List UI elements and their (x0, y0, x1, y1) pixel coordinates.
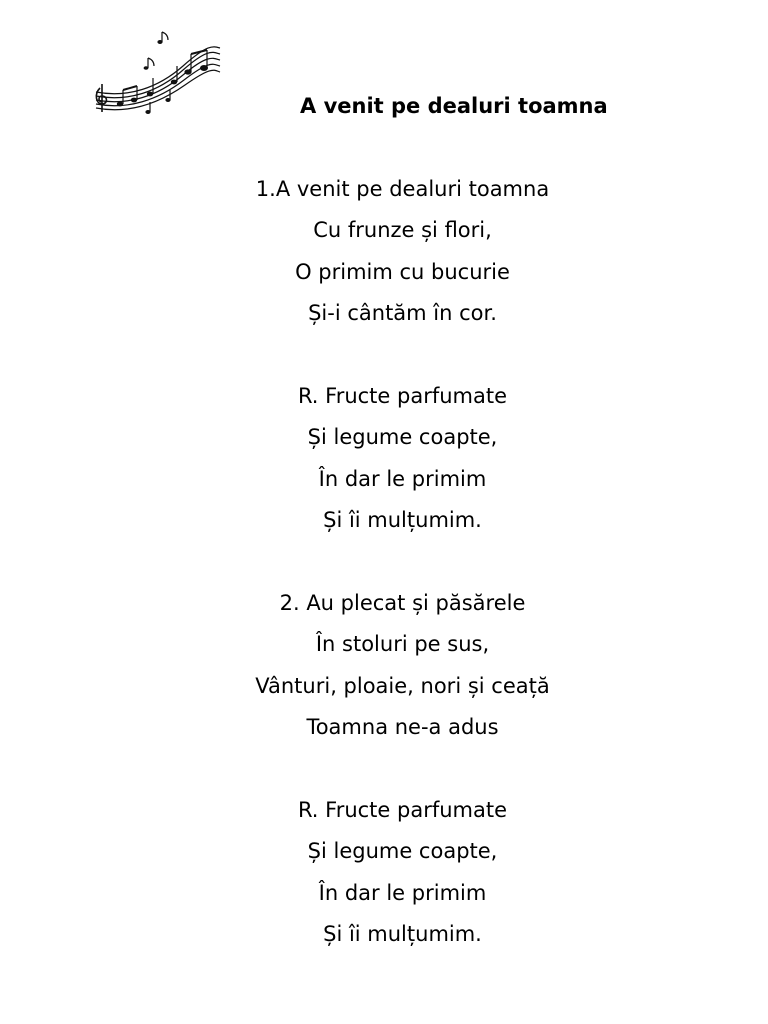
page-title: A venit pe dealuri toamna (300, 94, 608, 118)
verse-1-line-2: Cu frunze și flori, (313, 218, 492, 242)
verse-1-line-3: O primim cu bucurie (295, 260, 510, 284)
refrain-1-line-4: Și îi mulțumim. (323, 508, 482, 532)
verse-1-line-1: 1.A venit pe dealuri toamna (255, 177, 550, 201)
refrain-2-line-3: În dar le primim (318, 881, 487, 905)
verse-2-line-2: În stoluri pe sus, (315, 632, 490, 656)
refrain-2-line-4: Și îi mulțumim. (323, 922, 482, 946)
refrain-1-line-1: R. Fructe parfumate (297, 384, 508, 408)
refrain-1-line-2: Și legume coapte, (307, 425, 498, 449)
refrain-2-line-2: Și legume coapte, (307, 839, 498, 863)
refrain-2-line-1: R. Fructe parfumate (297, 798, 508, 822)
verse-2-line-1: 2. Au plecat și păsărele (279, 591, 526, 615)
verse-2-line-4: Toamna ne-a adus (306, 715, 499, 739)
verse-2-line-3: Vânturi, ploaie, nori și ceață (255, 674, 550, 698)
verse-1-line-4: Și-i cântăm în cor. (308, 301, 497, 325)
refrain-1-line-3: În dar le primim (318, 467, 487, 491)
